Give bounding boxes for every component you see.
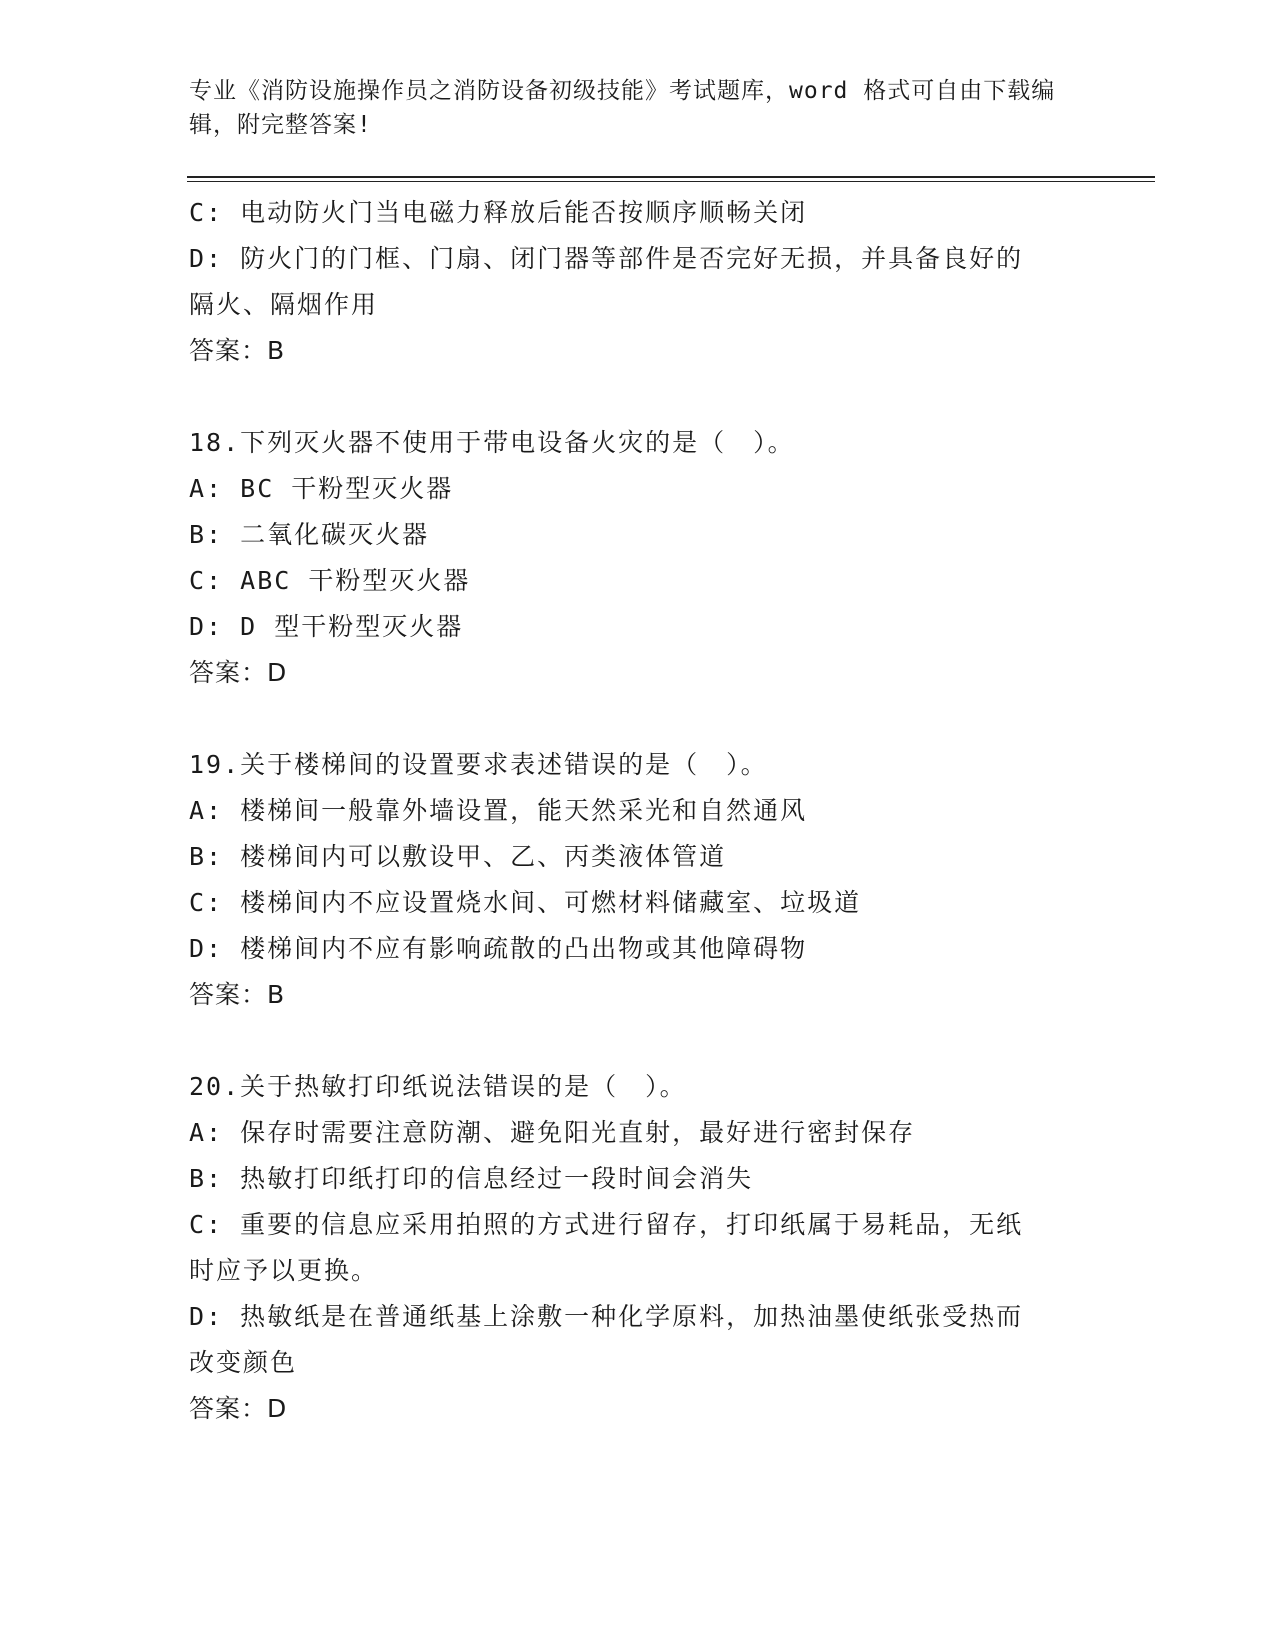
- document-body: [189, 190, 1089, 1432]
- option-d: D: D 型干粉型灭火器: [189, 612, 464, 641]
- option-d-continued: 隔火、隔烟作用: [189, 290, 379, 319]
- answer: 答案：B: [189, 336, 286, 365]
- option-c: C: 重要的信息应采用拍照的方式进行留存，打印纸属于易耗品，无纸: [189, 1210, 1024, 1239]
- option-b: B: 二氧化碳灭火器: [189, 520, 430, 549]
- header-line-1: 专业《消防设施操作员之消防设备初级技能》考试题库，word 格式可自由下载编: [189, 78, 1056, 104]
- option-b: B: 楼梯间内可以敷设甲、乙、丙类液体管道: [189, 842, 727, 871]
- question-20: [189, 1064, 1089, 1432]
- option-d: D: 热敏纸是在普通纸基上涂敷一种化学原料，加热油墨使纸张受热而: [189, 1302, 1024, 1331]
- option-d: D: 防火门的门框、门扇、闭门器等部件是否完好无损，并具备良好的: [189, 244, 1024, 273]
- answer: 答案：B: [189, 980, 286, 1009]
- document-header: [189, 74, 1089, 142]
- option-a: A: 保存时需要注意防潮、避免阳光直射，最好进行密封保存: [189, 1118, 916, 1147]
- option-d: D: 楼梯间内不应有影响疏散的凸出物或其他障碍物: [189, 934, 808, 963]
- answer: 答案：D: [189, 658, 288, 687]
- question-19: [189, 742, 1089, 1018]
- question-stem: 18.下列灭火器不使用于带电设备火灾的是（ ）。: [189, 428, 795, 457]
- option-a: A: BC 干粉型灭火器: [189, 474, 454, 503]
- header-divider-thick: [187, 176, 1155, 178]
- option-c: C: 楼梯间内不应设置烧水间、可燃材料储藏室、垃圾道: [189, 888, 862, 917]
- question-stem: 20.关于热敏打印纸说法错误的是（ ）。: [189, 1072, 687, 1101]
- option-d-continued: 改变颜色: [189, 1348, 298, 1377]
- option-a: A: 楼梯间一般靠外墙设置，能天然采光和自然通风: [189, 796, 808, 825]
- question-18: [189, 420, 1089, 696]
- question-stem: 19.关于楼梯间的设置要求表述错误的是（ ）。: [189, 750, 768, 779]
- question-17-continuation: [189, 190, 1089, 374]
- option-c-continued: 时应予以更换。: [189, 1256, 379, 1285]
- option-b: B: 热敏打印纸打印的信息经过一段时间会消失: [189, 1164, 754, 1193]
- answer: 答案：D: [189, 1394, 288, 1423]
- header-divider-thin: [187, 181, 1155, 182]
- option-c: C: 电动防火门当电磁力释放后能否按顺序顺畅关闭: [189, 198, 808, 227]
- option-c: C: ABC 干粉型灭火器: [189, 566, 471, 595]
- header-line-2: 辑，附完整答案!: [189, 112, 372, 138]
